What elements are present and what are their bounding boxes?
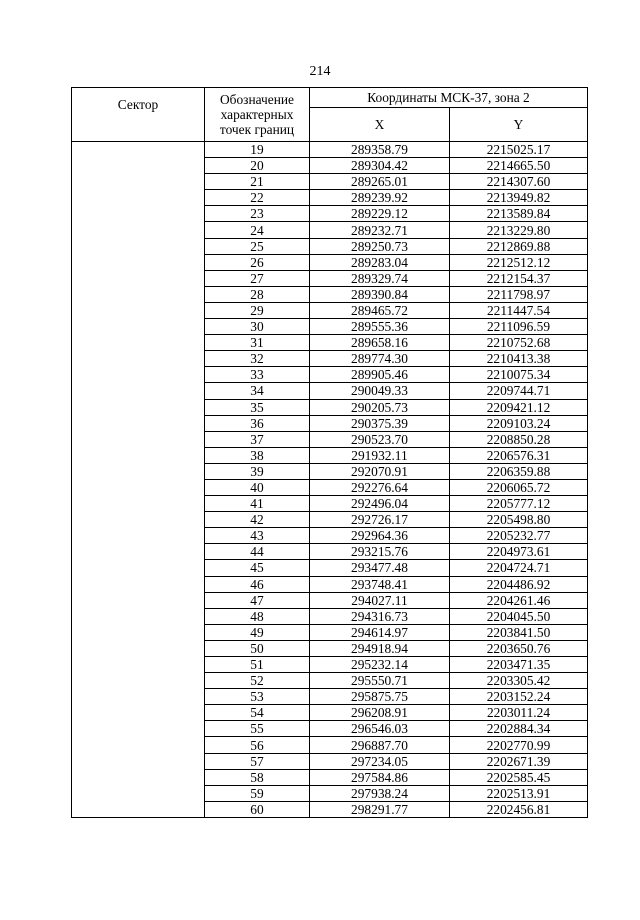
point-cell: 51	[205, 657, 310, 673]
y-cell: 2204261.46	[450, 592, 588, 608]
y-cell: 2202671.39	[450, 753, 588, 769]
y-cell: 2205777.12	[450, 496, 588, 512]
point-cell: 59	[205, 785, 310, 801]
y-cell: 2209103.24	[450, 415, 588, 431]
y-cell: 2209421.12	[450, 399, 588, 415]
y-cell: 2211447.54	[450, 302, 588, 318]
point-cell: 55	[205, 721, 310, 737]
y-cell: 2212512.12	[450, 254, 588, 270]
point-cell: 44	[205, 544, 310, 560]
x-cell: 298291.77	[310, 801, 450, 817]
point-cell: 34	[205, 383, 310, 399]
point-cell: 45	[205, 560, 310, 576]
x-cell: 297234.05	[310, 753, 450, 769]
y-cell: 2203305.42	[450, 673, 588, 689]
point-cell: 31	[205, 335, 310, 351]
point-cell: 53	[205, 689, 310, 705]
x-cell: 289304.42	[310, 158, 450, 174]
y-cell: 2203841.50	[450, 624, 588, 640]
x-cell: 289239.92	[310, 190, 450, 206]
point-cell: 33	[205, 367, 310, 383]
y-cell: 2209744.71	[450, 383, 588, 399]
point-cell: 37	[205, 431, 310, 447]
x-cell: 297938.24	[310, 785, 450, 801]
x-cell: 289555.36	[310, 319, 450, 335]
y-cell: 2210075.34	[450, 367, 588, 383]
point-cell: 49	[205, 624, 310, 640]
y-cell: 2203152.24	[450, 689, 588, 705]
table-row	[72, 142, 588, 158]
x-cell: 292070.91	[310, 463, 450, 479]
point-cell: 29	[205, 302, 310, 318]
sector-header: Сектор	[72, 88, 205, 142]
point-cell: 35	[205, 399, 310, 415]
point-cell: 36	[205, 415, 310, 431]
point-cell: 26	[205, 254, 310, 270]
point-cell: 48	[205, 608, 310, 624]
point-cell: 54	[205, 705, 310, 721]
x-cell: 290205.73	[310, 399, 450, 415]
point-cell: 47	[205, 592, 310, 608]
point-cell: 40	[205, 479, 310, 495]
y-cell: 2206065.72	[450, 479, 588, 495]
x-cell: 294316.73	[310, 608, 450, 624]
y-cell: 2210413.38	[450, 351, 588, 367]
point-cell: 28	[205, 286, 310, 302]
x-cell: 293215.76	[310, 544, 450, 560]
point-cell: 41	[205, 496, 310, 512]
point-cell: 46	[205, 576, 310, 592]
point-cell: 42	[205, 512, 310, 528]
y-cell: 2210752.68	[450, 335, 588, 351]
x-cell: 290375.39	[310, 415, 450, 431]
x-cell: 289229.12	[310, 206, 450, 222]
x-header: X	[310, 108, 450, 142]
x-cell: 289390.84	[310, 286, 450, 302]
x-cell: 289465.72	[310, 302, 450, 318]
x-cell: 289905.46	[310, 367, 450, 383]
x-cell: 294027.11	[310, 592, 450, 608]
point-cell: 24	[205, 222, 310, 238]
point-cell: 39	[205, 463, 310, 479]
designation-header: Обозначение характерных точек границ	[205, 88, 310, 142]
x-cell: 289265.01	[310, 174, 450, 190]
y-cell: 2213229.80	[450, 222, 588, 238]
y-cell: 2211798.97	[450, 286, 588, 302]
coordinates-table	[71, 87, 588, 818]
y-cell: 2206576.31	[450, 447, 588, 463]
y-cell: 2202770.99	[450, 737, 588, 753]
x-cell: 290523.70	[310, 431, 450, 447]
x-cell: 289658.16	[310, 335, 450, 351]
x-cell: 292496.04	[310, 496, 450, 512]
coords-group-header: Координаты МСК-37, зона 2	[310, 88, 588, 108]
point-cell: 60	[205, 801, 310, 817]
x-cell: 289250.73	[310, 238, 450, 254]
x-cell: 295232.14	[310, 657, 450, 673]
point-cell: 38	[205, 447, 310, 463]
point-cell: 43	[205, 528, 310, 544]
y-cell: 2202456.81	[450, 801, 588, 817]
y-cell: 2205498.80	[450, 512, 588, 528]
y-cell: 2213589.84	[450, 206, 588, 222]
x-cell: 289358.79	[310, 142, 450, 158]
point-cell: 32	[205, 351, 310, 367]
x-cell: 296887.70	[310, 737, 450, 753]
point-cell: 19	[205, 142, 310, 158]
y-cell: 2211096.59	[450, 319, 588, 335]
y-cell: 2214307.60	[450, 174, 588, 190]
point-cell: 27	[205, 270, 310, 286]
y-cell: 2202585.45	[450, 769, 588, 785]
point-cell: 58	[205, 769, 310, 785]
y-cell: 2212154.37	[450, 270, 588, 286]
point-cell: 50	[205, 640, 310, 656]
y-cell: 2203011.24	[450, 705, 588, 721]
y-cell: 2204486.92	[450, 576, 588, 592]
y-cell: 2202884.34	[450, 721, 588, 737]
point-cell: 20	[205, 158, 310, 174]
point-cell: 21	[205, 174, 310, 190]
x-cell: 293477.48	[310, 560, 450, 576]
x-cell: 296546.03	[310, 721, 450, 737]
point-cell: 57	[205, 753, 310, 769]
x-cell: 289774.30	[310, 351, 450, 367]
x-cell: 293748.41	[310, 576, 450, 592]
point-cell: 30	[205, 319, 310, 335]
x-cell: 296208.91	[310, 705, 450, 721]
y-cell: 2204724.71	[450, 560, 588, 576]
y-cell: 2204973.61	[450, 544, 588, 560]
x-cell: 290049.33	[310, 383, 450, 399]
x-cell: 294918.94	[310, 640, 450, 656]
point-cell: 23	[205, 206, 310, 222]
point-cell: 22	[205, 190, 310, 206]
x-cell: 289283.04	[310, 254, 450, 270]
x-cell: 295550.71	[310, 673, 450, 689]
x-cell: 295875.75	[310, 689, 450, 705]
point-cell: 56	[205, 737, 310, 753]
y-cell: 2205232.77	[450, 528, 588, 544]
y-cell: 2202513.91	[450, 785, 588, 801]
point-cell: 25	[205, 238, 310, 254]
x-cell: 292726.17	[310, 512, 450, 528]
page-number: 214	[309, 64, 331, 79]
y-cell: 2204045.50	[450, 608, 588, 624]
y-cell: 2203650.76	[450, 640, 588, 656]
x-cell: 289329.74	[310, 270, 450, 286]
y-cell: 2214665.50	[450, 158, 588, 174]
y-cell: 2212869.88	[450, 238, 588, 254]
point-cell: 52	[205, 673, 310, 689]
y-header: Y	[450, 108, 588, 142]
sector-cell	[72, 142, 205, 818]
y-cell: 2208850.28	[450, 431, 588, 447]
y-cell: 2203471.35	[450, 657, 588, 673]
y-cell: 2215025.17	[450, 142, 588, 158]
y-cell: 2213949.82	[450, 190, 588, 206]
table-body	[72, 142, 588, 818]
x-cell: 292276.64	[310, 479, 450, 495]
x-cell: 292964.36	[310, 528, 450, 544]
x-cell: 291932.11	[310, 447, 450, 463]
y-cell: 2206359.88	[450, 463, 588, 479]
x-cell: 294614.97	[310, 624, 450, 640]
x-cell: 289232.71	[310, 222, 450, 238]
x-cell: 297584.86	[310, 769, 450, 785]
